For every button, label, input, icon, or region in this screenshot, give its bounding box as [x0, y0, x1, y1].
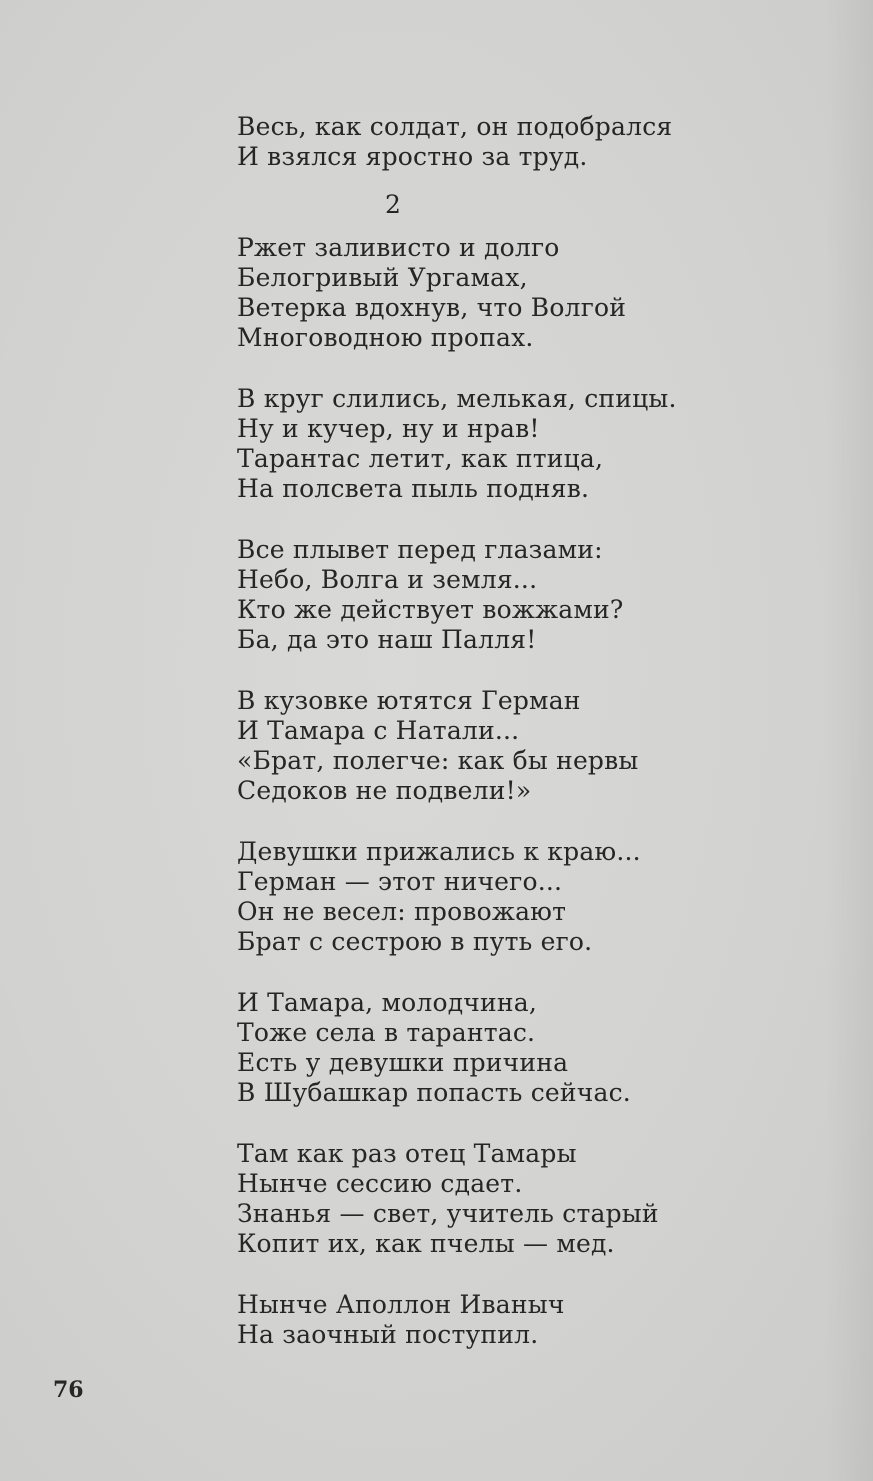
poem-line: Кто же действует вожжами?: [237, 595, 624, 625]
page-number: 76: [53, 1377, 84, 1403]
poem-line: На полсвета пыль подняв.: [237, 474, 590, 504]
poem-line: Герман — этот ничего...: [237, 866, 563, 896]
poem-line: Брат с сестрою в путь его.: [237, 927, 593, 957]
stanza-gap: [237, 957, 757, 987]
poem-line: Все плывет перед глазами:: [237, 534, 603, 564]
poem-line: Многоводною пропах.: [237, 323, 534, 353]
section-number: 2: [385, 190, 402, 220]
poem-line: И Тамара, молодчина,: [237, 987, 538, 1017]
poem-line: В Шубашкар попасть сейчас.: [237, 1078, 631, 1108]
poem-line: Там как раз отец Тамары: [237, 1138, 577, 1168]
poem-line: Копит их, как пчелы — мед.: [237, 1229, 615, 1259]
poem-line: Небо, Волга и земля...: [237, 564, 538, 594]
poem-text: [237, 112, 757, 1350]
poem-line: Тоже села в тарантас.: [237, 1017, 536, 1047]
stanza-gap: [237, 1259, 757, 1289]
poem-line: Ба, да это наш Палля!: [237, 625, 537, 655]
poem-line: Девушки прижались к краю...: [237, 836, 641, 866]
poem-line: Нынче Аполлон Иваныч: [237, 1289, 565, 1319]
stanza-gap: [237, 1108, 757, 1138]
stanza-gap: [237, 655, 757, 685]
poem-line: Ну и кучер, ну и нрав!: [237, 413, 540, 443]
poem-line: «Брат, полегче: как бы нервы: [237, 746, 639, 776]
poem-line: Белогривый Ургамах,: [237, 262, 528, 292]
poem-line: Седоков не подвели!»: [237, 776, 532, 806]
poem-line: Ржет заливисто и долго: [237, 232, 560, 262]
stanza-gap: [237, 504, 757, 534]
poem-line: Знанья — свет, учитель старый: [237, 1199, 659, 1229]
poem-line: В круг слились, мелькая, спицы.: [237, 383, 677, 413]
poem-line: И Тамара с Натали...: [237, 715, 520, 745]
stanza-gap: [237, 353, 757, 383]
poem-line: Весь, как солдат, он подобрался: [237, 112, 673, 141]
poem-line: Ветерка вдохнув, что Волгой: [237, 293, 627, 323]
stanza-gap: [237, 806, 757, 836]
poem-line: Есть у девушки причина: [237, 1048, 569, 1078]
poem-line: В кузовке ютятся Герман: [237, 685, 581, 715]
poem-line: Тарантас летит, как птица,: [237, 444, 604, 474]
poem-line: Нынче сессию сдает.: [237, 1168, 523, 1198]
poem-line: На заочный поступил.: [237, 1319, 539, 1349]
page-edge-shadow: [825, 0, 873, 1481]
poem-line: Он не весел: провожают: [237, 897, 567, 927]
poem-line: И взялся яростно за труд.: [237, 142, 588, 172]
